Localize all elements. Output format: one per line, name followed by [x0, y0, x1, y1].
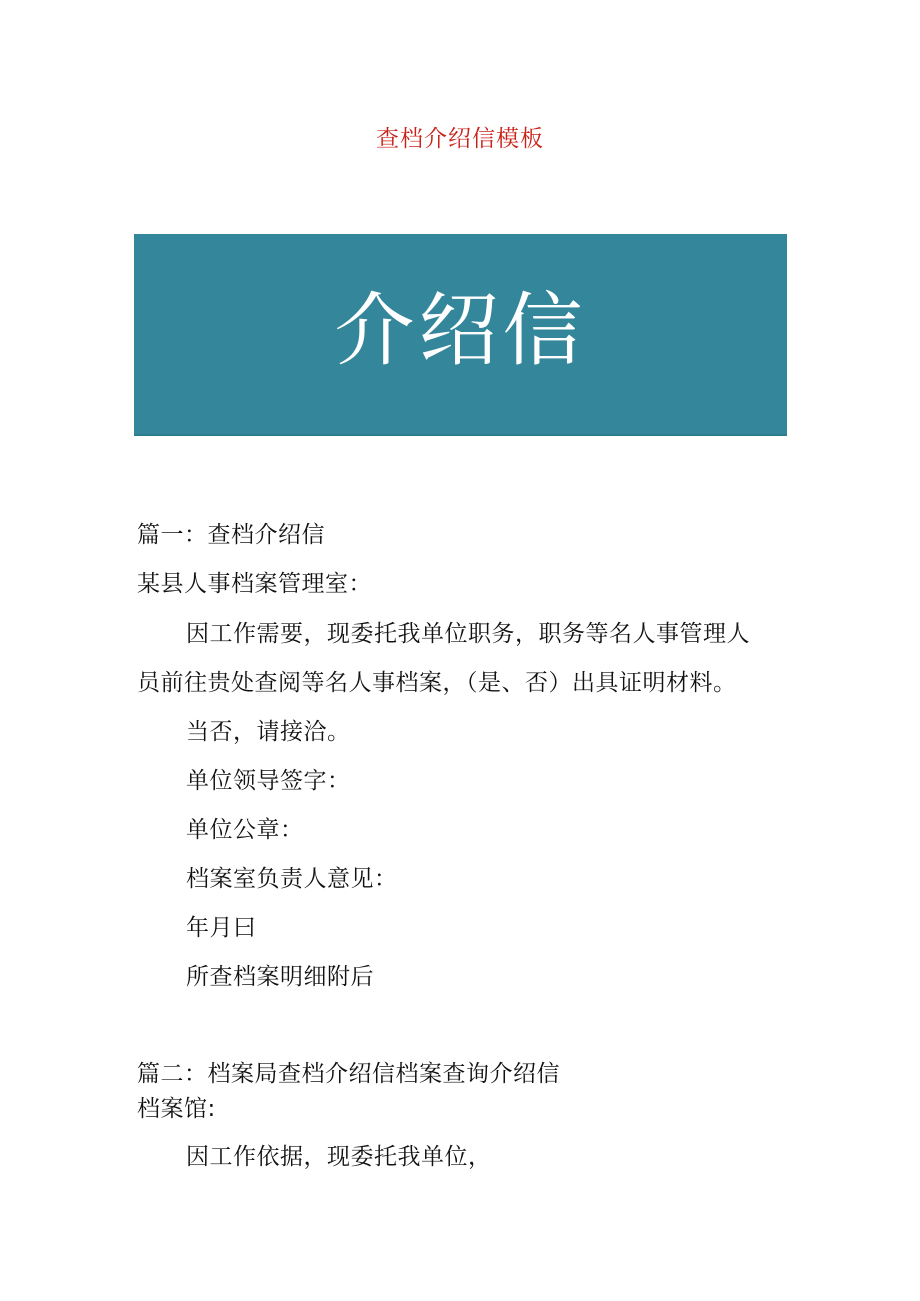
seal-line: 单位公章：: [186, 817, 304, 843]
addressee-line: 某县人事档案管理室：: [137, 571, 372, 597]
date-line: 年月曰: [186, 915, 257, 941]
section-2-heading: 篇二：档案局查档介绍信档案查询介绍信: [137, 1061, 560, 1087]
body-line: 因工作需要，现委托我单位职务，职务等名人事管理人: [186, 621, 750, 647]
document-title: 查档介绍信模板: [376, 126, 544, 152]
addressee-line: 档案馆:: [137, 1096, 216, 1122]
body-line: 因工作依据，现委托我单位，: [186, 1144, 492, 1170]
title-banner: [134, 234, 787, 436]
archive-opinion-line: 档案室负责人意见：: [186, 866, 398, 892]
body-line: 员前往贵处查阅等名人事档案，（是、否）出具证明材料。: [137, 670, 737, 696]
banner-text: 介绍信: [334, 284, 587, 377]
signature-line: 单位领导签字：: [186, 768, 351, 794]
section-1-heading: 篇一：查档介绍信: [137, 522, 325, 548]
body-line: 当否，请接洽。: [186, 719, 351, 745]
appendix-line: 所查档案明细附后: [186, 964, 374, 990]
